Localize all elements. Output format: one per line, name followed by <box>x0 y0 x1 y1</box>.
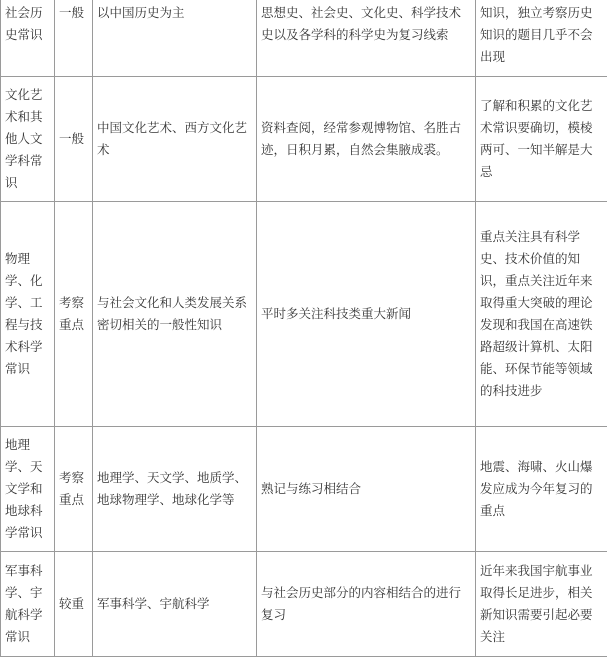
method-cell: 熟记与练习相结合 <box>257 427 476 552</box>
note-cell: 近年来我国宇航事业取得长足进步，相关新知识需要引起必要关注 <box>476 552 607 657</box>
category-cell: 军事科学、宇航科学常识 <box>1 552 55 657</box>
category-cell: 文化艺术和其他人文学科常识 <box>1 77 55 202</box>
category-cell: 物理学、化学、工程与技术科学常识 <box>1 202 55 427</box>
method-cell: 平时多关注科技类重大新闻 <box>257 202 476 427</box>
content-cell: 地理学、天文学、地质学、地球物理学、地球化学等 <box>93 427 257 552</box>
note-cell: 重点关注具有科学史、技术价值的知识，重点关注近年来取得重大突破的理论发现和我国在高速铁路超级计算机、太阳能、环保节能等领域的科技进步 <box>476 202 607 427</box>
table-row <box>1 552 607 657</box>
level-cell: 较重 <box>55 552 93 657</box>
category-cell: 社会历史常识 <box>1 0 55 77</box>
level-cell: 一般 <box>55 0 93 77</box>
table-row <box>1 202 607 427</box>
method-cell: 与社会历史部分的内容相结合的进行复习 <box>257 552 476 657</box>
table-row <box>1 0 607 77</box>
table-row <box>1 427 607 552</box>
note-cell: 地震、海啸、火山爆发应成为今年复习的重点 <box>476 427 607 552</box>
content-cell: 中国文化艺术、西方文化艺术 <box>93 77 257 202</box>
level-cell: 考察重点 <box>55 202 93 427</box>
method-cell: 思想史、社会史、文化史、科学技术史以及各学科的科学史为复习线索 <box>257 0 476 77</box>
content-cell: 军事科学、宇航科学 <box>93 552 257 657</box>
level-cell: 一般 <box>55 77 93 202</box>
note-cell: 知识，独立考察历史知识的题目几乎不会出现 <box>476 0 607 77</box>
content-cell: 与社会文化和人类发展关系密切相关的一般性知识 <box>93 202 257 427</box>
method-cell: 资料查阅，经常参观博物馆、名胜古迹，日积月累，自然会集腋成裘。 <box>257 77 476 202</box>
table-row <box>1 77 607 202</box>
content-cell: 以中国历史为主 <box>93 0 257 77</box>
category-cell: 地理学、天文学和地球科学常识 <box>1 427 55 552</box>
level-cell: 考察重点 <box>55 427 93 552</box>
note-cell: 了解和积累的文化艺术常识要确切，模棱两可、一知半解是大忌 <box>476 77 607 202</box>
